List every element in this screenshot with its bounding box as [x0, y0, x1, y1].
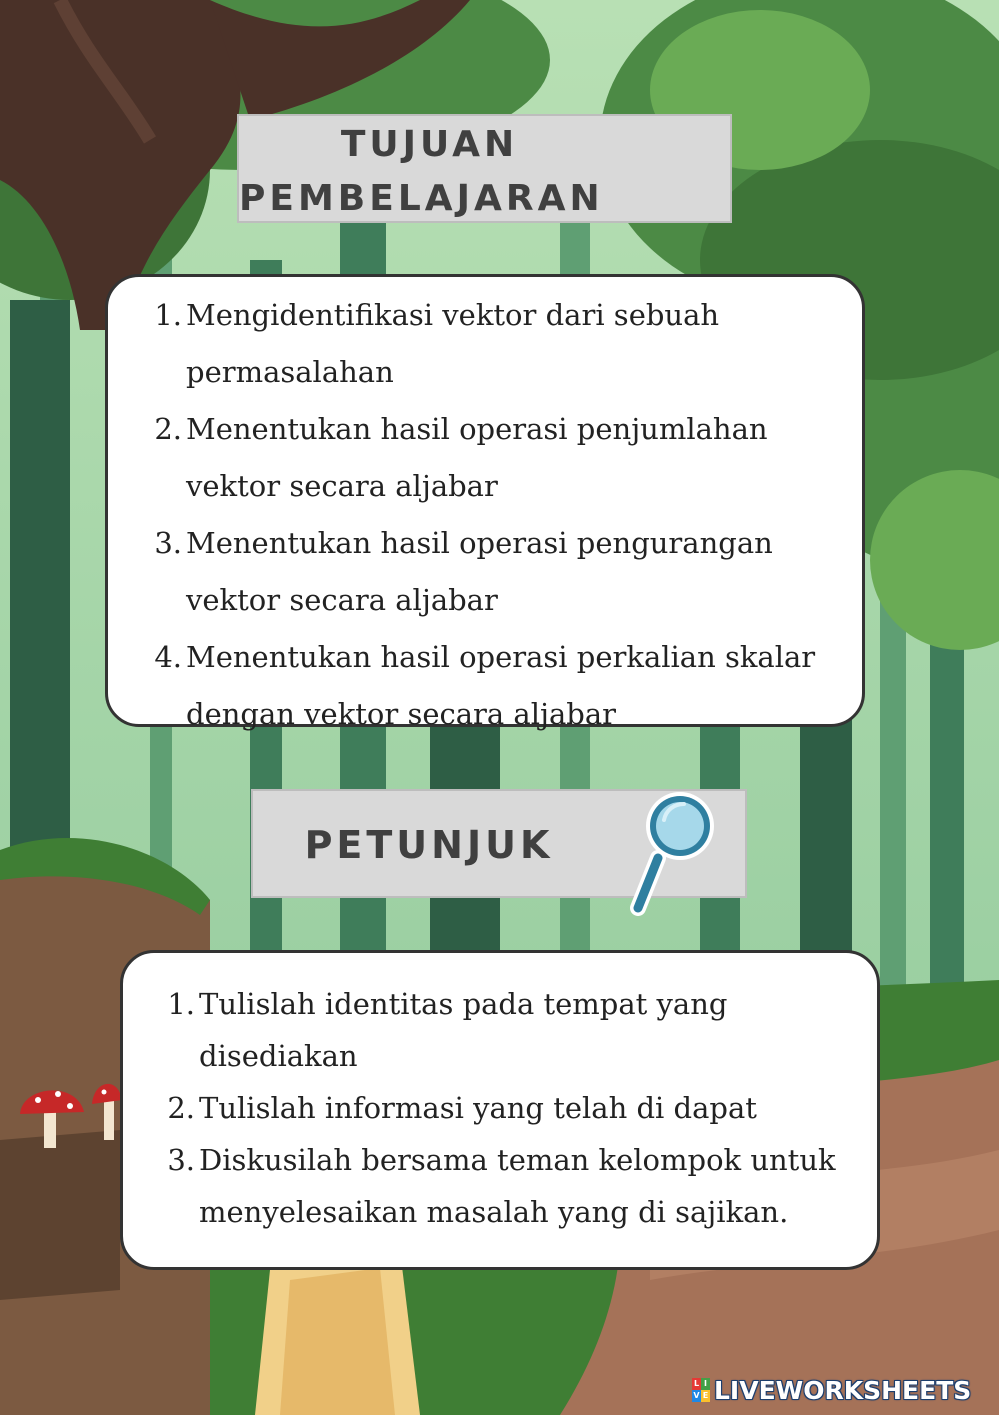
list-item [154, 287, 846, 401]
logo-letter: V [693, 1391, 700, 1400]
item-number: 3. [154, 526, 182, 560]
logo-letter: E [702, 1391, 709, 1400]
item-number: 4. [154, 640, 182, 674]
tujuan-pembelajaran-title [237, 114, 732, 223]
tujuan-list [154, 287, 846, 743]
item-text: Mengidentifikasi vektor dari sebuah [186, 298, 720, 332]
list-item [167, 1134, 869, 1238]
title-line-1: TUJUAN [340, 124, 519, 165]
item-text: Menentukan hasil operasi penjumlahan [186, 412, 768, 446]
item-text: Diskusilah bersama teman kelompok untuk [199, 1143, 836, 1177]
logo-text: LIVEWORKSHEETS [714, 1375, 972, 1405]
list-item [154, 629, 846, 743]
petunjuk-title-text: PETUNJUK [304, 823, 554, 867]
list-item [167, 1082, 869, 1134]
item-text: Menentukan hasil operasi perkalian skalar [186, 640, 816, 674]
liveworksheets-logo [692, 1375, 971, 1405]
tujuan-card [105, 274, 865, 731]
list-item [154, 401, 846, 515]
item-text: permasalahan [186, 355, 394, 389]
item-text: vektor secara aljabar [186, 583, 498, 617]
logo-mark-icon [692, 1378, 710, 1402]
item-number: 1. [154, 298, 182, 332]
item-text: Tulislah informasi yang telah di dapat [199, 1091, 757, 1125]
magnifier-icon [628, 788, 720, 916]
item-text: menyelesaikan masalah yang di sajikan. [199, 1195, 789, 1229]
item-number: 1. [167, 987, 195, 1021]
item-number: 3. [167, 1143, 195, 1177]
logo-letter: L [693, 1379, 700, 1388]
list-item [167, 978, 869, 1082]
item-number: 2. [154, 412, 182, 446]
title-line-2: PEMBELAJARAN [239, 178, 604, 219]
item-number: 2. [167, 1091, 195, 1125]
item-text: Tulislah identitas pada tempat yang [199, 987, 728, 1021]
item-text: vektor secara aljabar [186, 469, 498, 503]
item-text: disediakan [199, 1039, 358, 1073]
list-item [154, 515, 846, 629]
logo-letter: I [701, 1378, 710, 1390]
item-text: Menentukan hasil operasi pengurangan [186, 526, 773, 560]
petunjuk-list [167, 978, 869, 1238]
item-text: dengan vektor secara aljabar [186, 697, 616, 731]
petunjuk-card [120, 950, 880, 1270]
